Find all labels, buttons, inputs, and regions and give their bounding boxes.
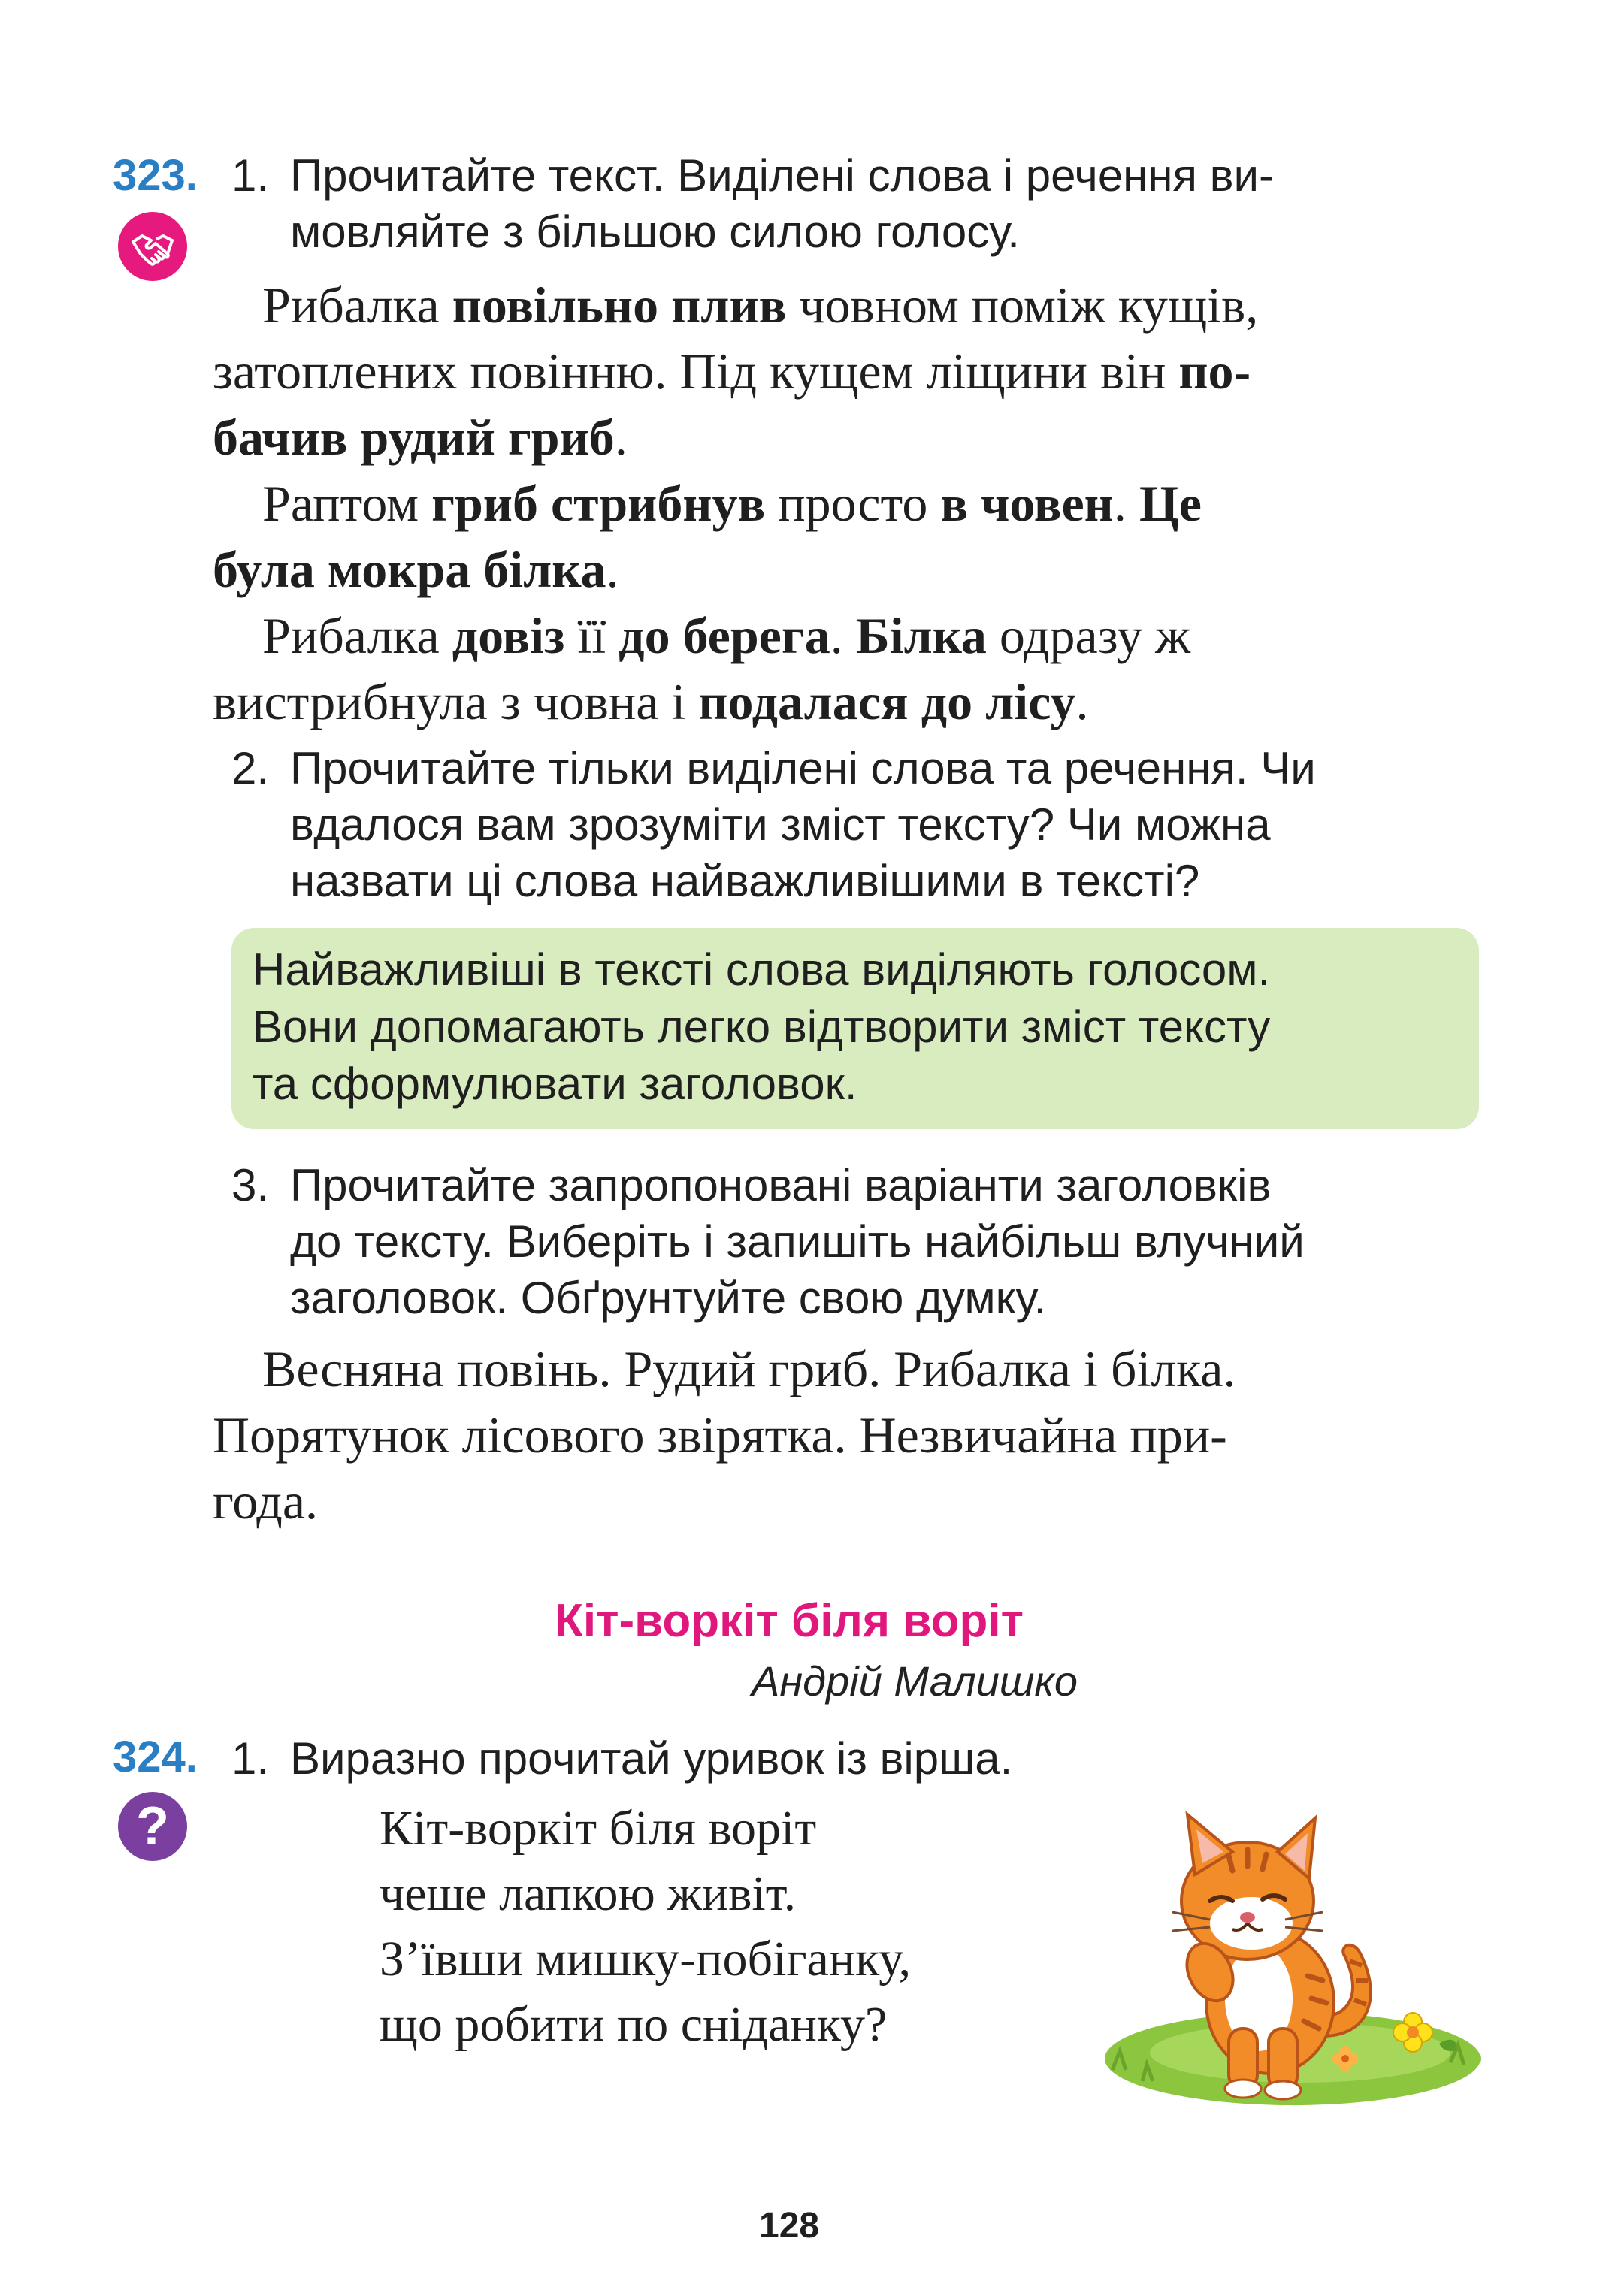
plain-phrase: човном поміж кущів, (786, 276, 1259, 334)
story-line (213, 603, 1483, 669)
story-line (213, 669, 1483, 735)
story-segments (213, 343, 1251, 400)
plain-phrase: затоплених повінню. Під кущем ліщини він (213, 343, 1179, 400)
task-323-3 (231, 1157, 1487, 1326)
task-text-line: Прочитайте запропоновані варіанти заголовків (290, 1160, 1272, 1210)
plain-phrase: . (830, 607, 856, 664)
task-323-1 (231, 147, 1479, 260)
rule-box (231, 928, 1479, 1129)
emphasized-phrase: бачив рудий гриб (213, 409, 615, 466)
task-text-line: мовляйте з більшою силою голосу. (290, 207, 1020, 257)
plain-phrase: . (1113, 475, 1139, 532)
title-options (213, 1336, 1490, 1534)
story-line (213, 404, 1483, 470)
exercise-number-323: 323. (113, 151, 198, 200)
story-line (213, 536, 1483, 603)
question-glyph: ? (136, 1796, 169, 1856)
verse-line: чеше лапкою живіт. (380, 1866, 797, 1921)
emphasized-phrase: Це (1139, 475, 1202, 532)
task-number: 1. (231, 1733, 270, 1784)
plain-phrase: . (606, 541, 619, 598)
emphasized-phrase: по- (1178, 343, 1251, 400)
plain-phrase: просто (765, 475, 941, 532)
emphasized-phrase: Білка (855, 607, 987, 664)
task-text-line: назвати ці слова найважливішими в тексті? (290, 856, 1200, 906)
task-text-line: вдалося вам зрозуміти зміст тексту? Чи можна (290, 799, 1271, 850)
emphasized-phrase: довіз (452, 607, 565, 664)
page-number: 128 (759, 2206, 820, 2246)
story-line (213, 272, 1483, 338)
plain-phrase: її (564, 607, 619, 664)
emphasized-phrase: подалася до лісу (698, 673, 1076, 730)
story-segments (262, 276, 1258, 334)
verse-line: З’ївши мишку-побіганку, (380, 1932, 912, 1986)
handshake-icon (118, 212, 187, 281)
story-segments (262, 475, 1202, 532)
story-segments (262, 607, 1190, 664)
kitten-illustration (1097, 1811, 1488, 2126)
verse-line: Кіт-воркіт біля воріт (380, 1801, 817, 1856)
rule-line: та сформулювати заголовок. (253, 1059, 857, 1109)
emphasized-phrase: в човен (940, 475, 1114, 532)
verse-line: що робити по сніданку? (380, 1997, 888, 2052)
emphasized-phrase: гриб стрибнув (431, 475, 766, 532)
title-options-line (213, 1336, 1490, 1402)
task-number: 2. (231, 743, 270, 793)
title-options-line: года. (213, 1473, 319, 1530)
plain-phrase: Рибалка (262, 276, 452, 334)
story-segments (213, 541, 619, 598)
emphasized-phrase: була мокра білка (213, 541, 606, 598)
story-text (213, 272, 1483, 735)
task-number: 3. (231, 1160, 270, 1210)
emphasized-phrase: повільно плив (452, 276, 787, 334)
title-options-text: Весняна повінь. Рудий гриб. Рибалка і білка. (262, 1340, 1236, 1397)
question-icon (118, 1792, 187, 1861)
task-number: 1. (231, 150, 270, 201)
task-text-line: до тексту. Виберіть і запишіть найбільш влучний (290, 1216, 1305, 1267)
plain-phrase: . (1075, 673, 1089, 730)
plain-phrase: Рибалка (262, 607, 452, 664)
plain-phrase: . (614, 409, 628, 466)
title-options-line: Порятунок лісового звірятка. Незвичайна при- (213, 1406, 1227, 1464)
story-segments (213, 673, 1088, 730)
task-323-2 (231, 740, 1487, 909)
task-324-1 (231, 1730, 1479, 1787)
rule-line: Вони допомагають легко відтворити зміст тексту (253, 1001, 1271, 1052)
plain-phrase: одразу ж (986, 607, 1191, 664)
task-text-line: Виразно прочитай уривок із вірша. (290, 1733, 1013, 1784)
story-line (213, 470, 1483, 536)
rule-line: Найважливіші в тексті слова виділяють голосом. (253, 944, 1271, 995)
story-segments (213, 409, 628, 466)
poem-title: Кіт-воркіт біля воріт (555, 1595, 1024, 1647)
poem-verse (380, 1796, 1131, 2057)
task-text-line: Прочитайте тільки виділені слова та речення. Чи (290, 743, 1316, 793)
story-line (213, 338, 1483, 404)
task-text-line: Прочитайте текст. Виділені слова і речення ви- (290, 150, 1274, 201)
task-text-line: заголовок. Обґрунтуйте свою думку. (290, 1273, 1047, 1323)
plain-phrase: вистрибнула з човна і (213, 673, 699, 730)
plain-phrase: Раптом (262, 475, 432, 532)
exercise-number-324: 324. (113, 1733, 198, 1781)
emphasized-phrase: до берега (619, 607, 830, 664)
poem-author: Андрій Малишко (752, 1657, 1078, 1705)
